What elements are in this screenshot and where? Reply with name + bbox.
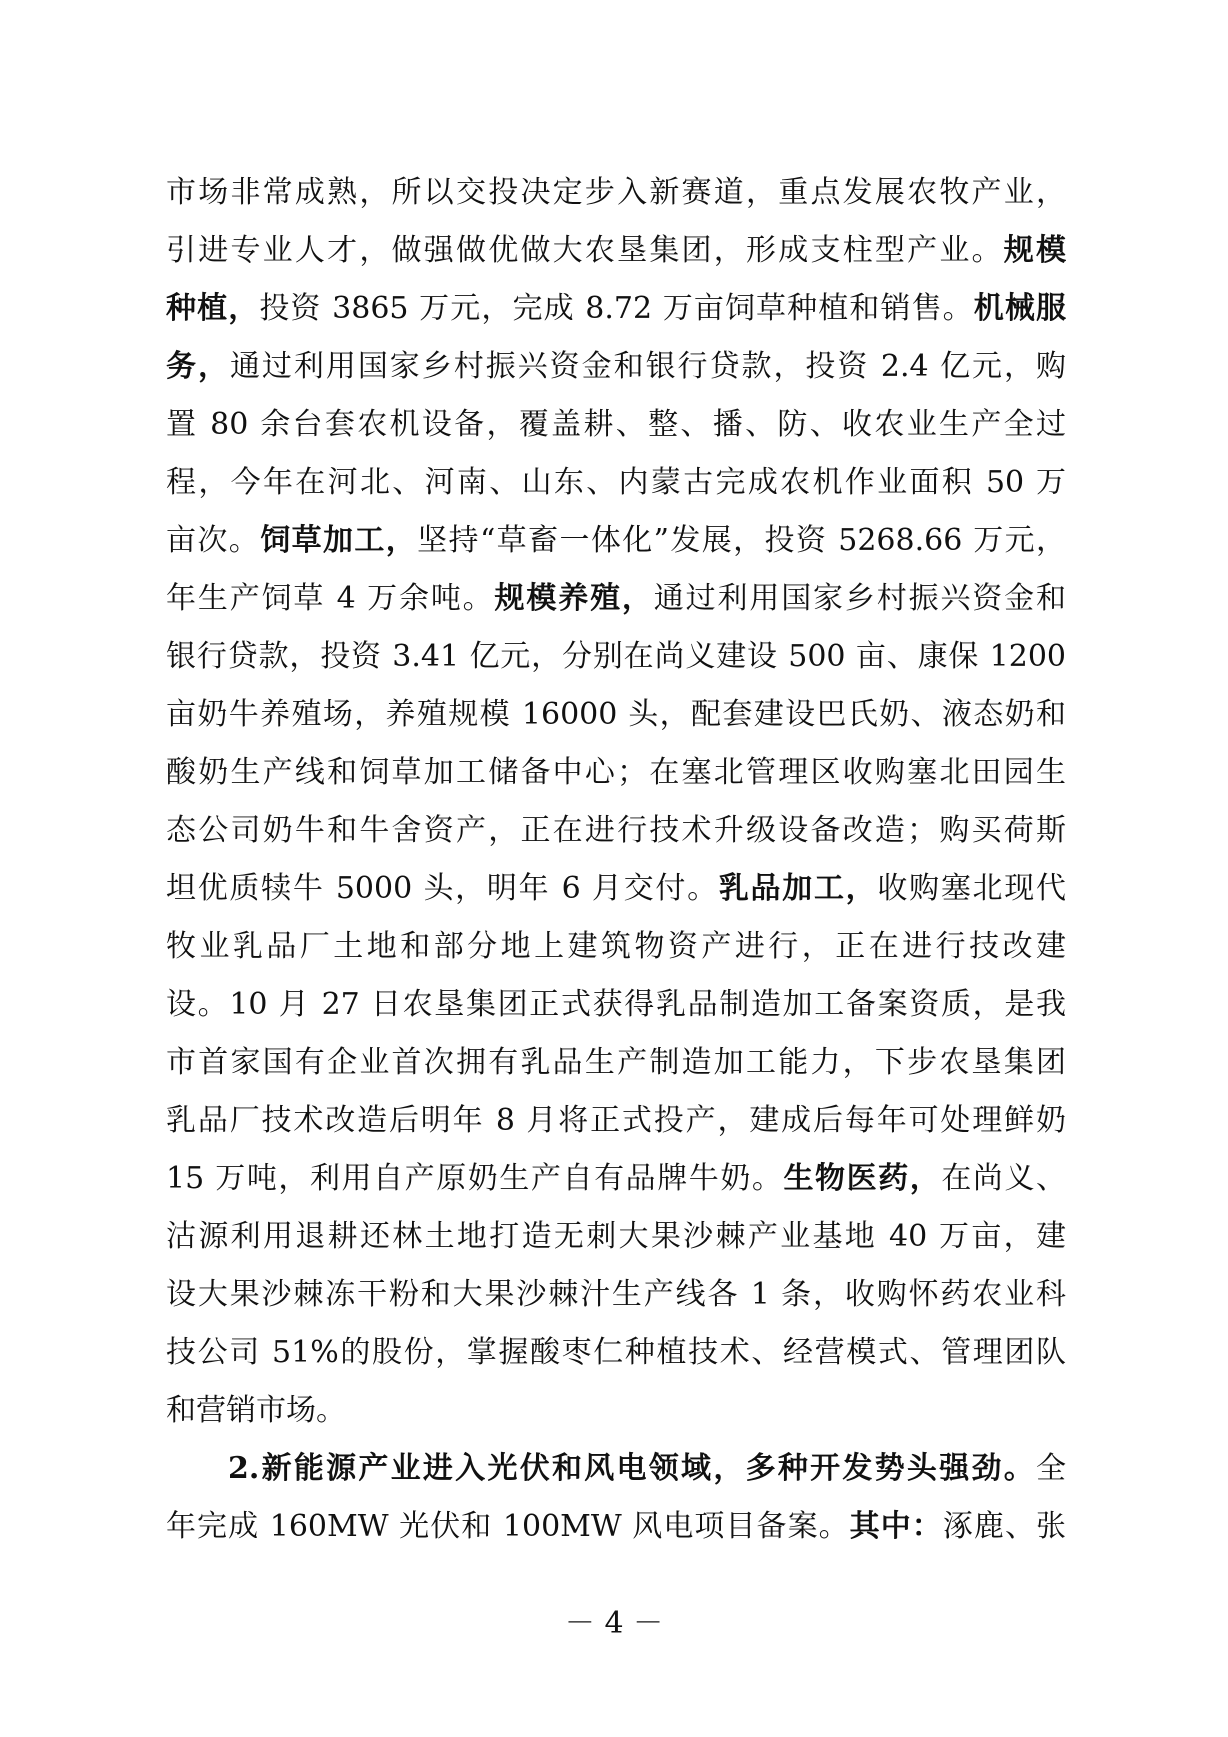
text-line <box>166 455 1066 511</box>
text-line <box>166 397 1066 453</box>
text-line <box>166 571 1066 627</box>
text-run: 设大果沙棘冻干粉和大果沙棘汁生产线各 1 条，收购怀药农业科 <box>166 1277 1066 1312</box>
text-run: 15 万吨，利用自产原奶生产自有品牌牛奶。 <box>166 1161 784 1196</box>
text-run: 置 80 余台套农机设备，覆盖耕、整、播、防、收农业生产全过 <box>166 407 1066 442</box>
bold-run: 机械服 <box>973 291 1067 326</box>
text-run: 坚持“草畜一体化”发展，投资 5268.66 万元， <box>417 523 1067 558</box>
text-run: 银行贷款，投资 3.41 亿元，分别在尚义建设 500 亩、康保 1200 <box>166 639 1066 674</box>
text-line <box>166 1267 1066 1323</box>
text-line <box>166 1499 1066 1555</box>
bold-run: 其中： <box>849 1509 943 1544</box>
bold-run: 规模 <box>1003 233 1067 268</box>
text-line <box>166 339 1066 395</box>
bold-run: 2.新能源产业进入光伏和风电领域，多种开发势头强劲。 <box>228 1451 1036 1486</box>
text-line <box>166 165 1066 221</box>
text-run: 通过利用国家乡村振兴资金和 <box>653 581 1067 616</box>
text-run: 沽源利用退耕还林土地打造无刺大果沙棘产业基地 40 万亩，建 <box>166 1219 1066 1254</box>
text-line <box>166 861 1066 917</box>
text-run: 和营销市场。 <box>166 1393 346 1428</box>
text-line <box>166 745 1066 801</box>
text-line <box>166 1441 1066 1497</box>
text-run: 市首家国有企业首次拥有乳品生产制造加工能力，下步农垦集团 <box>166 1045 1066 1080</box>
text-line <box>166 1093 1066 1149</box>
text-run: 乳品厂技术改造后明年 8 月将正式投产，建成后每年可处理鲜奶 <box>166 1103 1066 1138</box>
text-line <box>166 1209 1066 1265</box>
text-run: 态公司奶牛和牛舍资产，正在进行技术升级设备改造；购买荷斯 <box>166 813 1066 848</box>
bold-run: 务， <box>166 349 230 384</box>
text-line <box>166 1325 1066 1381</box>
text-run: 坦优质犊牛 5000 头，明年 6 月交付。 <box>166 871 719 906</box>
text-line <box>166 629 1066 685</box>
text-line <box>166 1151 1066 1207</box>
text-run: 技公司 51%的股份，掌握酸枣仁种植技术、经营模式、管理团队 <box>166 1335 1066 1370</box>
text-line <box>166 919 1066 975</box>
bold-run: 种植， <box>166 291 260 326</box>
text-line <box>166 223 1066 279</box>
text-run: 引进专业人才，做强做优做大农垦集团，形成支柱型产业。 <box>166 233 1004 268</box>
text-run: 亩奶牛养殖场，养殖规模 16000 头，配套建设巴氏奶、液态奶和 <box>166 697 1066 732</box>
text-run: 通过利用国家乡村振兴资金和银行贷款，投资 2.4 亿元，购 <box>229 349 1066 384</box>
text-run: 设。10 月 27 日农垦集团正式获得乳品制造加工备案资质，是我 <box>166 987 1066 1022</box>
bold-run: 乳品加工， <box>718 871 878 906</box>
text-run: 酸奶生产线和饲草加工储备中心；在塞北管理区收购塞北田园生 <box>166 755 1066 790</box>
text-line <box>166 1383 1066 1439</box>
bold-run: 饲草加工， <box>260 523 418 558</box>
text-run: 收购塞北现代 <box>877 871 1066 906</box>
text-line <box>166 687 1066 743</box>
text-run: 在尚义、 <box>941 1161 1067 1196</box>
bold-run: 规模养殖， <box>494 581 654 616</box>
text-run: 全 <box>1036 1451 1066 1486</box>
text-run: 亩次。 <box>166 523 261 558</box>
text-line <box>166 977 1066 1033</box>
text-run: 年生产饲草 4 万余吨。 <box>166 581 495 616</box>
text-run: 牧业乳品厂土地和部分地上建筑物资产进行，正在进行技改建 <box>166 929 1066 964</box>
text-run: 涿鹿、张 <box>942 1509 1067 1544</box>
text-run: 程，今年在河北、河南、山东、内蒙古完成农机作业面积 50 万 <box>166 465 1066 500</box>
text-run: 市场非常成熟，所以交投决定步入新赛道，重点发展农牧产业， <box>166 175 1066 210</box>
page-number: － 4 － <box>564 1606 664 1641</box>
text-line <box>166 281 1066 337</box>
text-line <box>166 1035 1066 1091</box>
text-line <box>166 513 1066 569</box>
bold-run: 生物医药， <box>783 1161 942 1196</box>
text-line <box>166 803 1066 859</box>
text-run: 投资 3865 万元，完成 8.72 万亩饲草种植和销售。 <box>259 291 974 326</box>
text-run: 年完成 160MW 光伏和 100MW 风电项目备案。 <box>166 1509 850 1544</box>
